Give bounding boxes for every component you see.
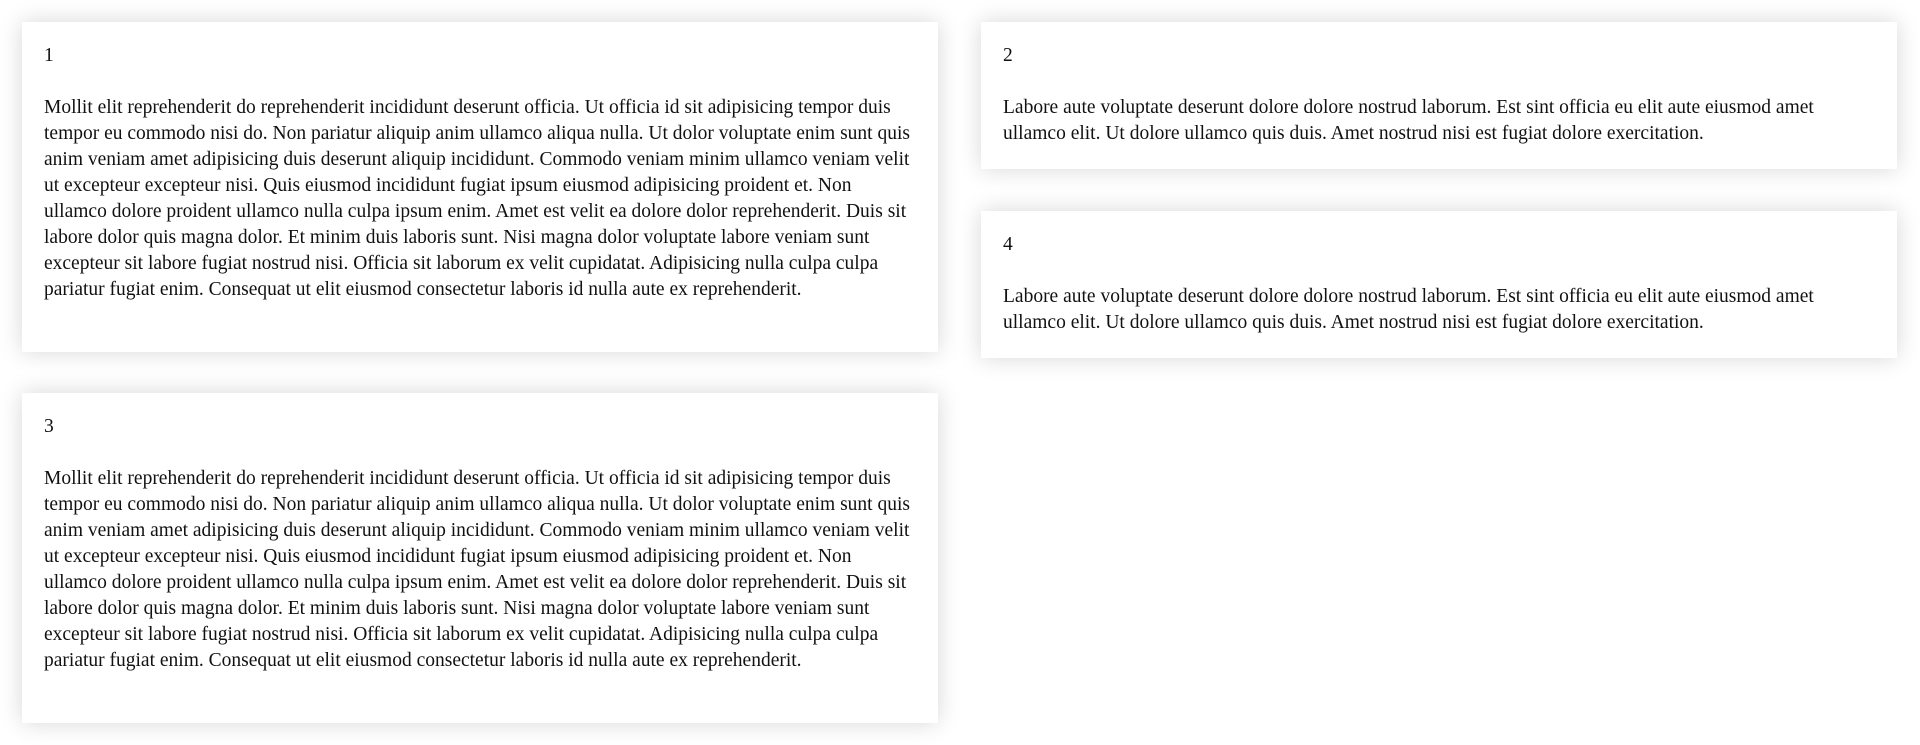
card-text: Mollit elit reprehenderit do reprehenderit incididunt deserunt officia. Ut officia id sit adipisicing tempor duis tempor eu commodo nisi do. Non pariatur aliquip anim ullamco aliqua nulla. Ut dolor voluptate enim sunt quis anim veniam amet adipisicing duis deserunt aliquip incididunt. Commodo veniam minim ullamco veniam velit ut excepteur excepteur nisi. Quis eiusmod incididunt fugiat ipsum eiusmod adipisicing proident et. Non ullamco dolore proident ullamco nulla culpa ipsum enim. Amet est velit ea dolore dolor reprehenderit. Duis sit labore dolor quis magna dolor. Et minim duis laboris sunt. Nisi magna dolor voluptate labore veniam sunt excepteur sit labore fugiat nostrud nisi. Officia sit laborum ex velit cupidatat. Adipisicing nulla culpa culpa pariatur fugiat enim. Consequat ut elit eiusmod consectetur laboris id nulla aute ex reprehenderit. (44, 97, 910, 300)
card-number: 4 (1003, 234, 1013, 255)
card-number: 2 (1003, 45, 1013, 66)
card-number: 1 (44, 45, 54, 66)
card-text: Mollit elit reprehenderit do reprehenderit incididunt deserunt officia. Ut officia id sit adipisicing tempor duis tempor eu commodo nisi do. Non pariatur aliquip anim ullamco aliqua nulla. Ut dolor voluptate enim sunt quis anim veniam amet adipisicing duis deserunt aliquip incididunt. Commodo veniam minim ullamco veniam velit ut excepteur excepteur nisi. Quis eiusmod incididunt fugiat ipsum eiusmod adipisicing proident et. Non ullamco dolore proident ullamco nulla culpa ipsum enim. Amet est velit ea dolore dolor reprehenderit. Duis sit labore dolor quis magna dolor. Et minim duis laboris sunt. Nisi magna dolor voluptate labore veniam sunt excepteur sit labore fugiat nostrud nisi. Officia sit laborum ex velit cupidatat. Adipisicing nulla culpa culpa pariatur fugiat enim. Consequat ut elit eiusmod consectetur laboris id nulla aute ex reprehenderit. (44, 468, 910, 671)
card-text: Labore aute voluptate deserunt dolore dolore nostrud laborum. Est sint officia eu elit aute eiusmod amet ullamco elit. Ut dolore ullamco quis duis. Amet nostrud nisi est fugiat dolore exercitation. (1003, 97, 1814, 144)
card-1 (22, 22, 938, 352)
card-3 (22, 393, 938, 723)
card-4 (981, 211, 1897, 358)
card-text: Labore aute voluptate deserunt dolore dolore nostrud laborum. Est sint officia eu elit aute eiusmod amet ullamco elit. Ut dolore ullamco quis duis. Amet nostrud nisi est fugiat dolore exercitation. (1003, 286, 1814, 333)
card-2 (981, 22, 1897, 169)
card-number: 3 (44, 416, 54, 437)
